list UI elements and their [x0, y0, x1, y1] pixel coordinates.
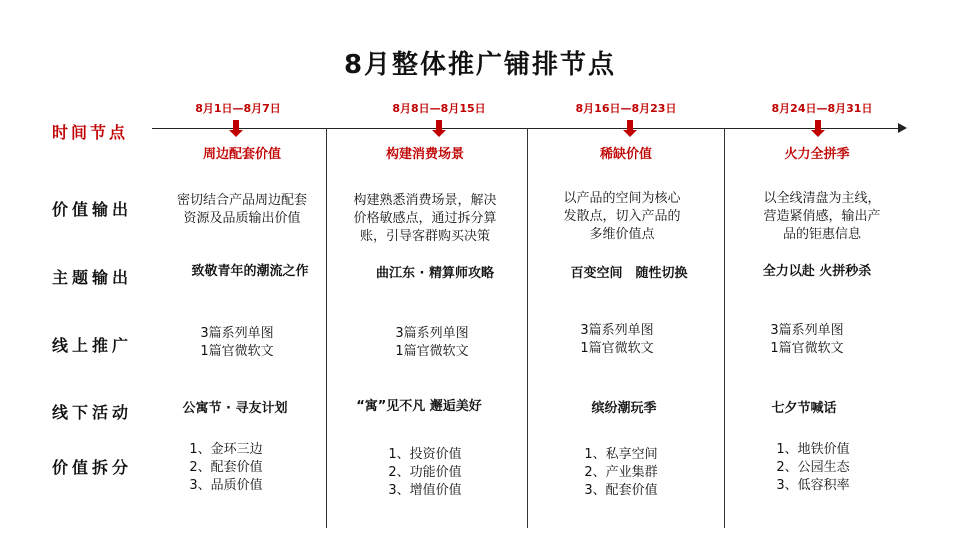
online-line: 1篇官微软文: [200, 344, 274, 359]
online-promotion-3: [580, 322, 653, 358]
online-line: 3篇系列单图: [580, 323, 654, 338]
value-output-3: [563, 190, 680, 244]
breakdown-line: 1、投资价值: [388, 447, 462, 462]
online-line: 3篇系列单图: [200, 326, 274, 341]
breakdown-line: 1、私享空间: [584, 447, 658, 462]
value-output-line: 发散点，切入产品的: [563, 209, 681, 224]
value-output-line: 构建熟悉消费场景，解决: [353, 193, 497, 208]
breakdown-line: 2、配套价值: [189, 460, 263, 475]
theme-output-3: 百变空间 随性切换: [570, 266, 688, 281]
breakdown-line: 3、增值价值: [388, 483, 462, 498]
value-output-line: 以全线清盘为主线，: [763, 191, 881, 206]
value-output-line: 资源及品质输出价值: [183, 211, 301, 226]
value-breakdown-3: [584, 446, 657, 500]
online-line: 1篇官微软文: [770, 341, 844, 356]
offline-activity-3: 缤纷潮玩季: [591, 401, 657, 416]
stage-title-3: 稀缺价值: [599, 147, 653, 162]
date-range-4: 8月24日—8月31日: [771, 102, 873, 115]
timeline-arrow-icon: [898, 123, 907, 133]
date-range-3: 8月16日—8月23日: [575, 102, 677, 115]
value-output-line: 营造紧俏感，输出产: [763, 209, 881, 224]
breakdown-line: 2、产业集群: [584, 465, 658, 480]
breakdown-line: 3、低容积率: [776, 478, 850, 493]
stage-title-2: 构建消费场景: [385, 147, 465, 162]
value-output-line: 价格敏感点，通过拆分算: [353, 211, 497, 226]
value-breakdown-4: [776, 441, 849, 495]
value-output-line: 密切结合产品周边配套: [176, 193, 308, 208]
online-line: 3篇系列单图: [395, 326, 469, 341]
row-label-value-output: 价值输出: [52, 200, 133, 219]
stage-title-4: 火力全拼季: [784, 147, 850, 162]
breakdown-line: 2、功能价值: [388, 465, 462, 480]
value-breakdown-1: [189, 441, 262, 495]
date-range-2: 8月8日—8月15日: [392, 102, 486, 115]
stage-title-1: 周边配套价值: [202, 147, 282, 162]
breakdown-line: 3、品质价值: [189, 478, 263, 493]
timeline-label: 时间节点: [52, 123, 129, 142]
theme-output-2: 曲江东 · 精算师攻略: [376, 266, 494, 281]
online-line: 1篇官微软文: [395, 344, 469, 359]
value-output-2: [353, 192, 496, 246]
column-divider: [724, 128, 725, 528]
timeline-axis: [152, 128, 900, 129]
value-output-line: 账，引导客群购买决策: [359, 229, 491, 244]
row-label-value-breakdown: 价值拆分: [52, 458, 133, 477]
date-range-1: 8月1日—8月7日: [195, 102, 281, 115]
online-line: 3篇系列单图: [770, 323, 844, 338]
column-divider: [527, 128, 528, 528]
online-promotion-4: [770, 322, 843, 358]
value-output-line: 多维价值点: [589, 227, 655, 242]
theme-output-4: 全力以赴 火拼秒杀: [762, 264, 872, 279]
breakdown-line: 3、配套价值: [584, 483, 658, 498]
page-title: 8月整体推广铺排节点: [343, 50, 617, 80]
breakdown-line: 1、金环三边: [189, 442, 263, 457]
online-promotion-2: [395, 325, 468, 361]
breakdown-line: 1、地铁价值: [776, 442, 850, 457]
offline-activity-2: “寓”见不凡 邂逅美好: [356, 399, 482, 414]
row-label-theme-output: 主题输出: [52, 268, 133, 287]
column-divider: [326, 128, 327, 528]
row-label-online-promotion: 线上推广: [52, 336, 133, 355]
offline-activity-1: 公寓节 · 寻友计划: [182, 401, 288, 416]
value-breakdown-2: [388, 446, 461, 500]
value-output-line: 以产品的空间为核心: [563, 191, 681, 206]
value-output-line: 品的钜惠信息: [782, 227, 862, 242]
offline-activity-4: 七夕节喊话: [771, 401, 837, 416]
online-line: 1篇官微软文: [580, 341, 654, 356]
theme-output-1: 致敬青年的潮流之作: [191, 264, 309, 279]
breakdown-line: 2、公园生态: [776, 460, 850, 475]
value-output-1: [177, 192, 307, 228]
online-promotion-1: [200, 325, 273, 361]
row-label-offline-activity: 线下活动: [52, 403, 133, 422]
value-output-4: [763, 190, 880, 244]
